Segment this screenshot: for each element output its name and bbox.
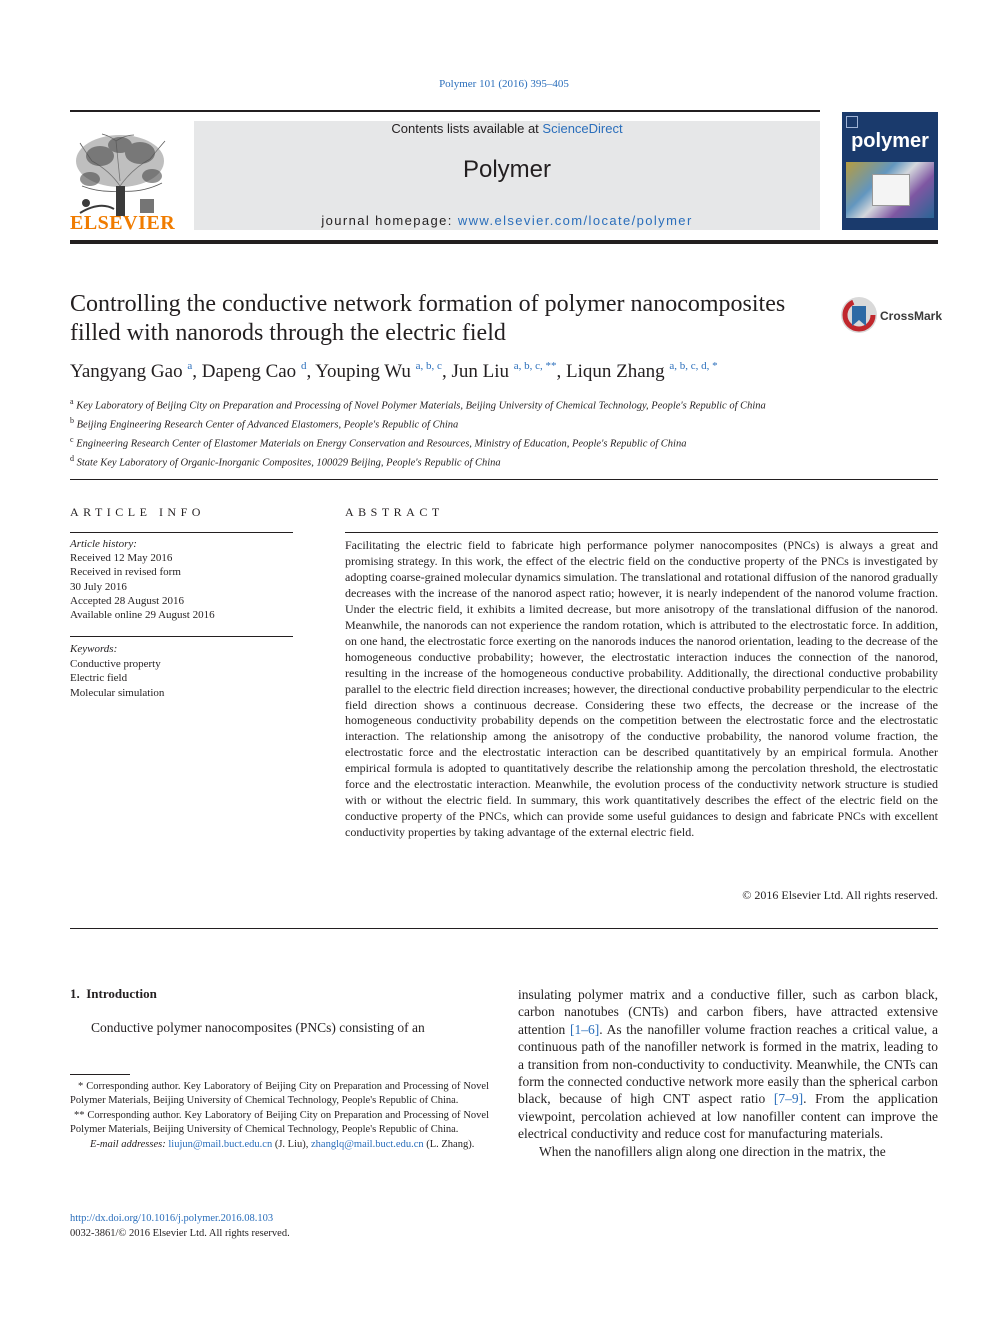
affiliation-item <box>70 433 830 452</box>
author-name[interactable]: Dapeng Cao <box>201 361 297 382</box>
abstract-bottom-rule <box>70 928 938 929</box>
homepage-prefix: journal homepage: <box>321 213 458 228</box>
author-separator: , <box>192 361 202 382</box>
footnotes <box>70 1080 489 1152</box>
footnote-emails <box>70 1138 489 1152</box>
footnote-corresponding-1: * Corresponding author. Key Laboratory of Beijing City on Preparation and Processing of Novel Polymer Materials, Beijing University of Chemical Technology, People's Republic of China. <box>70 1081 489 1107</box>
footnote-corresponding-2: ** Corresponding author. Key Laboratory of Beijing City on Preparation and Processing of Novel Polymer Materials, Beijing University of Chemical Technology, People's Republic of China. <box>70 1109 489 1136</box>
article-info-heading: ARTICLE INFO <box>70 505 205 519</box>
reference-link-7-9[interactable]: [7–9] <box>773 1091 804 1107</box>
introduction-paragraph: Conductive polymer nanocomposites (PNCs) consisting of an <box>91 1020 425 1035</box>
journal-reference-link[interactable]: Polymer 101 (2016) 395–405 <box>439 78 569 90</box>
crossmark-icon[interactable] <box>840 296 878 334</box>
paragraph-text: . As the nanofiller volume fraction reaches a critical value, a continuous path of the nanofiller network is formed in the matrix, leading to a transition from non-conductivity to conductivity. Meanwhile, the CNTs can form the connected conductive network more easily than the spherical carbon black, because of high CNT aspect ratio <box>518 1021 938 1107</box>
affiliation-text: Beijing Engineering Research Center of Advanced Elastomers, People's Republic of China <box>76 419 459 431</box>
history-item: 30 July 2016 <box>70 580 127 593</box>
cover-title: polymer <box>851 130 929 152</box>
keyword-item: Electric field <box>70 672 128 684</box>
affiliation-marker: d <box>70 454 74 463</box>
author-name[interactable]: Youping Wu <box>315 361 411 382</box>
footnote-rule <box>70 1074 130 1075</box>
author-name[interactable]: Jun Liu <box>451 361 509 382</box>
article-history <box>70 537 293 622</box>
abstract-rule <box>345 532 938 533</box>
author-separator: , <box>556 361 566 382</box>
affiliation-text: Key Laboratory of Beijing City on Preparation and Processing of Novel Polymer Materials, Beijing University of Chemical Technology, People's Republic of China <box>76 400 766 412</box>
introduction-heading: 1. Introduction <box>70 986 157 1001</box>
author-name[interactable]: Liqun Zhang <box>565 361 665 382</box>
paragraph-text: insulating polymer matrix and a conductive filler, such as carbon black, carbon nanotubes (CNTs) and carbon fibers, have attracted extensive attention <box>518 987 938 1037</box>
author-affiliation-marker[interactable]: a, b, c, ** <box>513 360 557 372</box>
email-link-liu[interactable]: liujun@mail.buct.edu.cn <box>168 1138 273 1150</box>
author-affiliation-marker[interactable]: a, b, c <box>415 360 442 372</box>
abstract-heading: ABSTRACT <box>345 505 444 519</box>
cover-emblem-icon <box>846 116 858 128</box>
abstract-copyright: © 2016 Elsevier Ltd. All rights reserved. <box>742 888 938 902</box>
title-rule <box>70 479 938 480</box>
reference-link-1-6[interactable]: [1–6] <box>569 1021 600 1037</box>
cover-figure <box>872 174 910 206</box>
contents-prefix: Contents lists available at <box>391 121 543 136</box>
author-affiliation-marker[interactable]: a, b, c, d, * <box>669 360 718 372</box>
paragraph-text: . From the application viewpoint, percolation achieved at low nanofiller content can improve the electrical conductivity and reduce cost for manufacturing materials. <box>518 1091 938 1142</box>
keywords-rule <box>70 636 293 637</box>
affiliation-marker: c <box>70 435 74 444</box>
journal-name: Polymer <box>462 156 552 183</box>
affiliation-text: Engineering Research Center of Elastomer Materials on Energy Conservation and Resources, Ministry of Education, People's Republic of China <box>76 438 687 450</box>
article-history-label: Article history: <box>70 538 137 550</box>
email-label: E-mail addresses: <box>90 1138 166 1150</box>
history-item: Available online 29 August 2016 <box>70 609 215 622</box>
journal-homepage-link[interactable]: www.elsevier.com/locate/polymer <box>457 213 693 228</box>
article-info-rule <box>70 532 293 533</box>
keywords-label: Keywords: <box>70 643 118 655</box>
elsevier-wordmark: ELSEVIER <box>70 212 176 234</box>
right-column <box>518 986 938 1160</box>
author-list <box>70 360 930 383</box>
history-item: Received in revised form <box>70 566 181 579</box>
doi-block <box>70 1211 290 1241</box>
affiliation-list <box>70 395 830 471</box>
keyword-item: Conductive property <box>70 657 161 670</box>
author-affiliation-marker[interactable]: d <box>300 360 307 372</box>
crossmark-label[interactable]: CrossMark <box>880 309 943 323</box>
keyword-item: Molecular simulation <box>70 686 165 699</box>
affiliation-item <box>70 452 830 471</box>
top-rule <box>70 110 820 112</box>
author-separator: , <box>306 361 316 382</box>
homepage-line <box>194 213 820 228</box>
affiliation-text: State Key Laboratory of Organic-Inorganic Composites, 100029 Beijing, People's Republic of China <box>76 457 501 469</box>
affiliation-marker: b <box>70 416 74 425</box>
email-owner-zhang: (L. Zhang). <box>423 1138 475 1150</box>
email-link-zhang[interactable]: zhanglq@mail.buct.edu.cn <box>311 1138 424 1150</box>
article-title: Controlling the conductive network formation of polymer nanocomposites filled with nanorods through the electric field <box>70 291 786 346</box>
affiliation-item <box>70 414 830 433</box>
keywords <box>70 642 293 700</box>
abstract-text: Facilitating the electric field to fabricate high performance polymer nanocomposites (PNCs) is always a great and promising strategy. In this work, the effect of the electric field on the conductive property of the PNCs is investigated by adopting coarse-grained molecular dynamics simulation. The translational and rotational diffusion of the nanorod gradually decreases with the increase of the nanorod aspect ratio; however, it is nearly independent of the nanorod volume fraction. Under the electric field, it exhibits a limited decrease, but more anisotropy of the translational diffusion of the nanorod. Meanwhile, the nanorods can not experience the random rotation, which is attributed to the electrostatic force. In addition, on one hand, the electrostatic force exerting on the nanorods induces the nanorod orientation, leading to the decrease of the homogeneous conductive probability; however, the electrostatic interaction induces the connection of the nanorod, resulting in the increase of the homogeneous conductive probability. Additionally, the directional conductive probability parallel to the electric field direction increases; however, the directional conductive probability perpendicular to the electric field direction shows a continuous decrease. Considering these two effects, the decrease or the increase of the homogeneous conductivity probability depends on the competition between the electrostatic force and the electrostatic interaction. The relationship among the anisotropy of the conductive probability, the nanorod volume fraction, the electrostatic force and the electrostatic interaction can be described quantitatively by an empirical formula. Another empirical formula is adopted to quantitatively describe the relationship among the percolation threshold, the electrostatic force and the electrostatic interaction. Meanwhile, the evolution process of the conductivity network structure is studied with or without the electric field. In summary, this work quantitatively describes the effect of the electric field on the conductive property of the PNCs, which can provide some useful guidances to design and fabricate PNCs with excellent conductivity properties by taking advantage of the external electric field. <box>345 538 938 840</box>
email-owner-liu: (J. Liu), <box>272 1138 312 1150</box>
author-name[interactable]: Yangyang Gao <box>70 361 183 382</box>
doi-link[interactable]: http://dx.doi.org/10.1016/j.polymer.2016.08.103 <box>70 1213 274 1224</box>
sciencedirect-link[interactable]: ScienceDirect <box>542 121 623 136</box>
introduction-paragraph-continued <box>518 986 938 1143</box>
issn-line: 0032-3861/© 2016 Elsevier Ltd. All rights reserved. <box>70 1228 290 1239</box>
author-separator: , <box>441 361 452 382</box>
introduction-paragraph-2: When the nanofillers align along one direction in the matrix, the <box>539 1143 886 1159</box>
affiliation-marker: a <box>70 397 74 406</box>
author-affiliation-marker[interactable]: a <box>187 360 193 372</box>
journal-cover-image <box>842 112 938 230</box>
history-item: Received 12 May 2016 <box>70 552 173 565</box>
affiliation-item <box>70 395 830 414</box>
contents-line <box>194 121 820 136</box>
header-rule <box>70 240 938 244</box>
history-item: Accepted 28 August 2016 <box>70 594 184 607</box>
